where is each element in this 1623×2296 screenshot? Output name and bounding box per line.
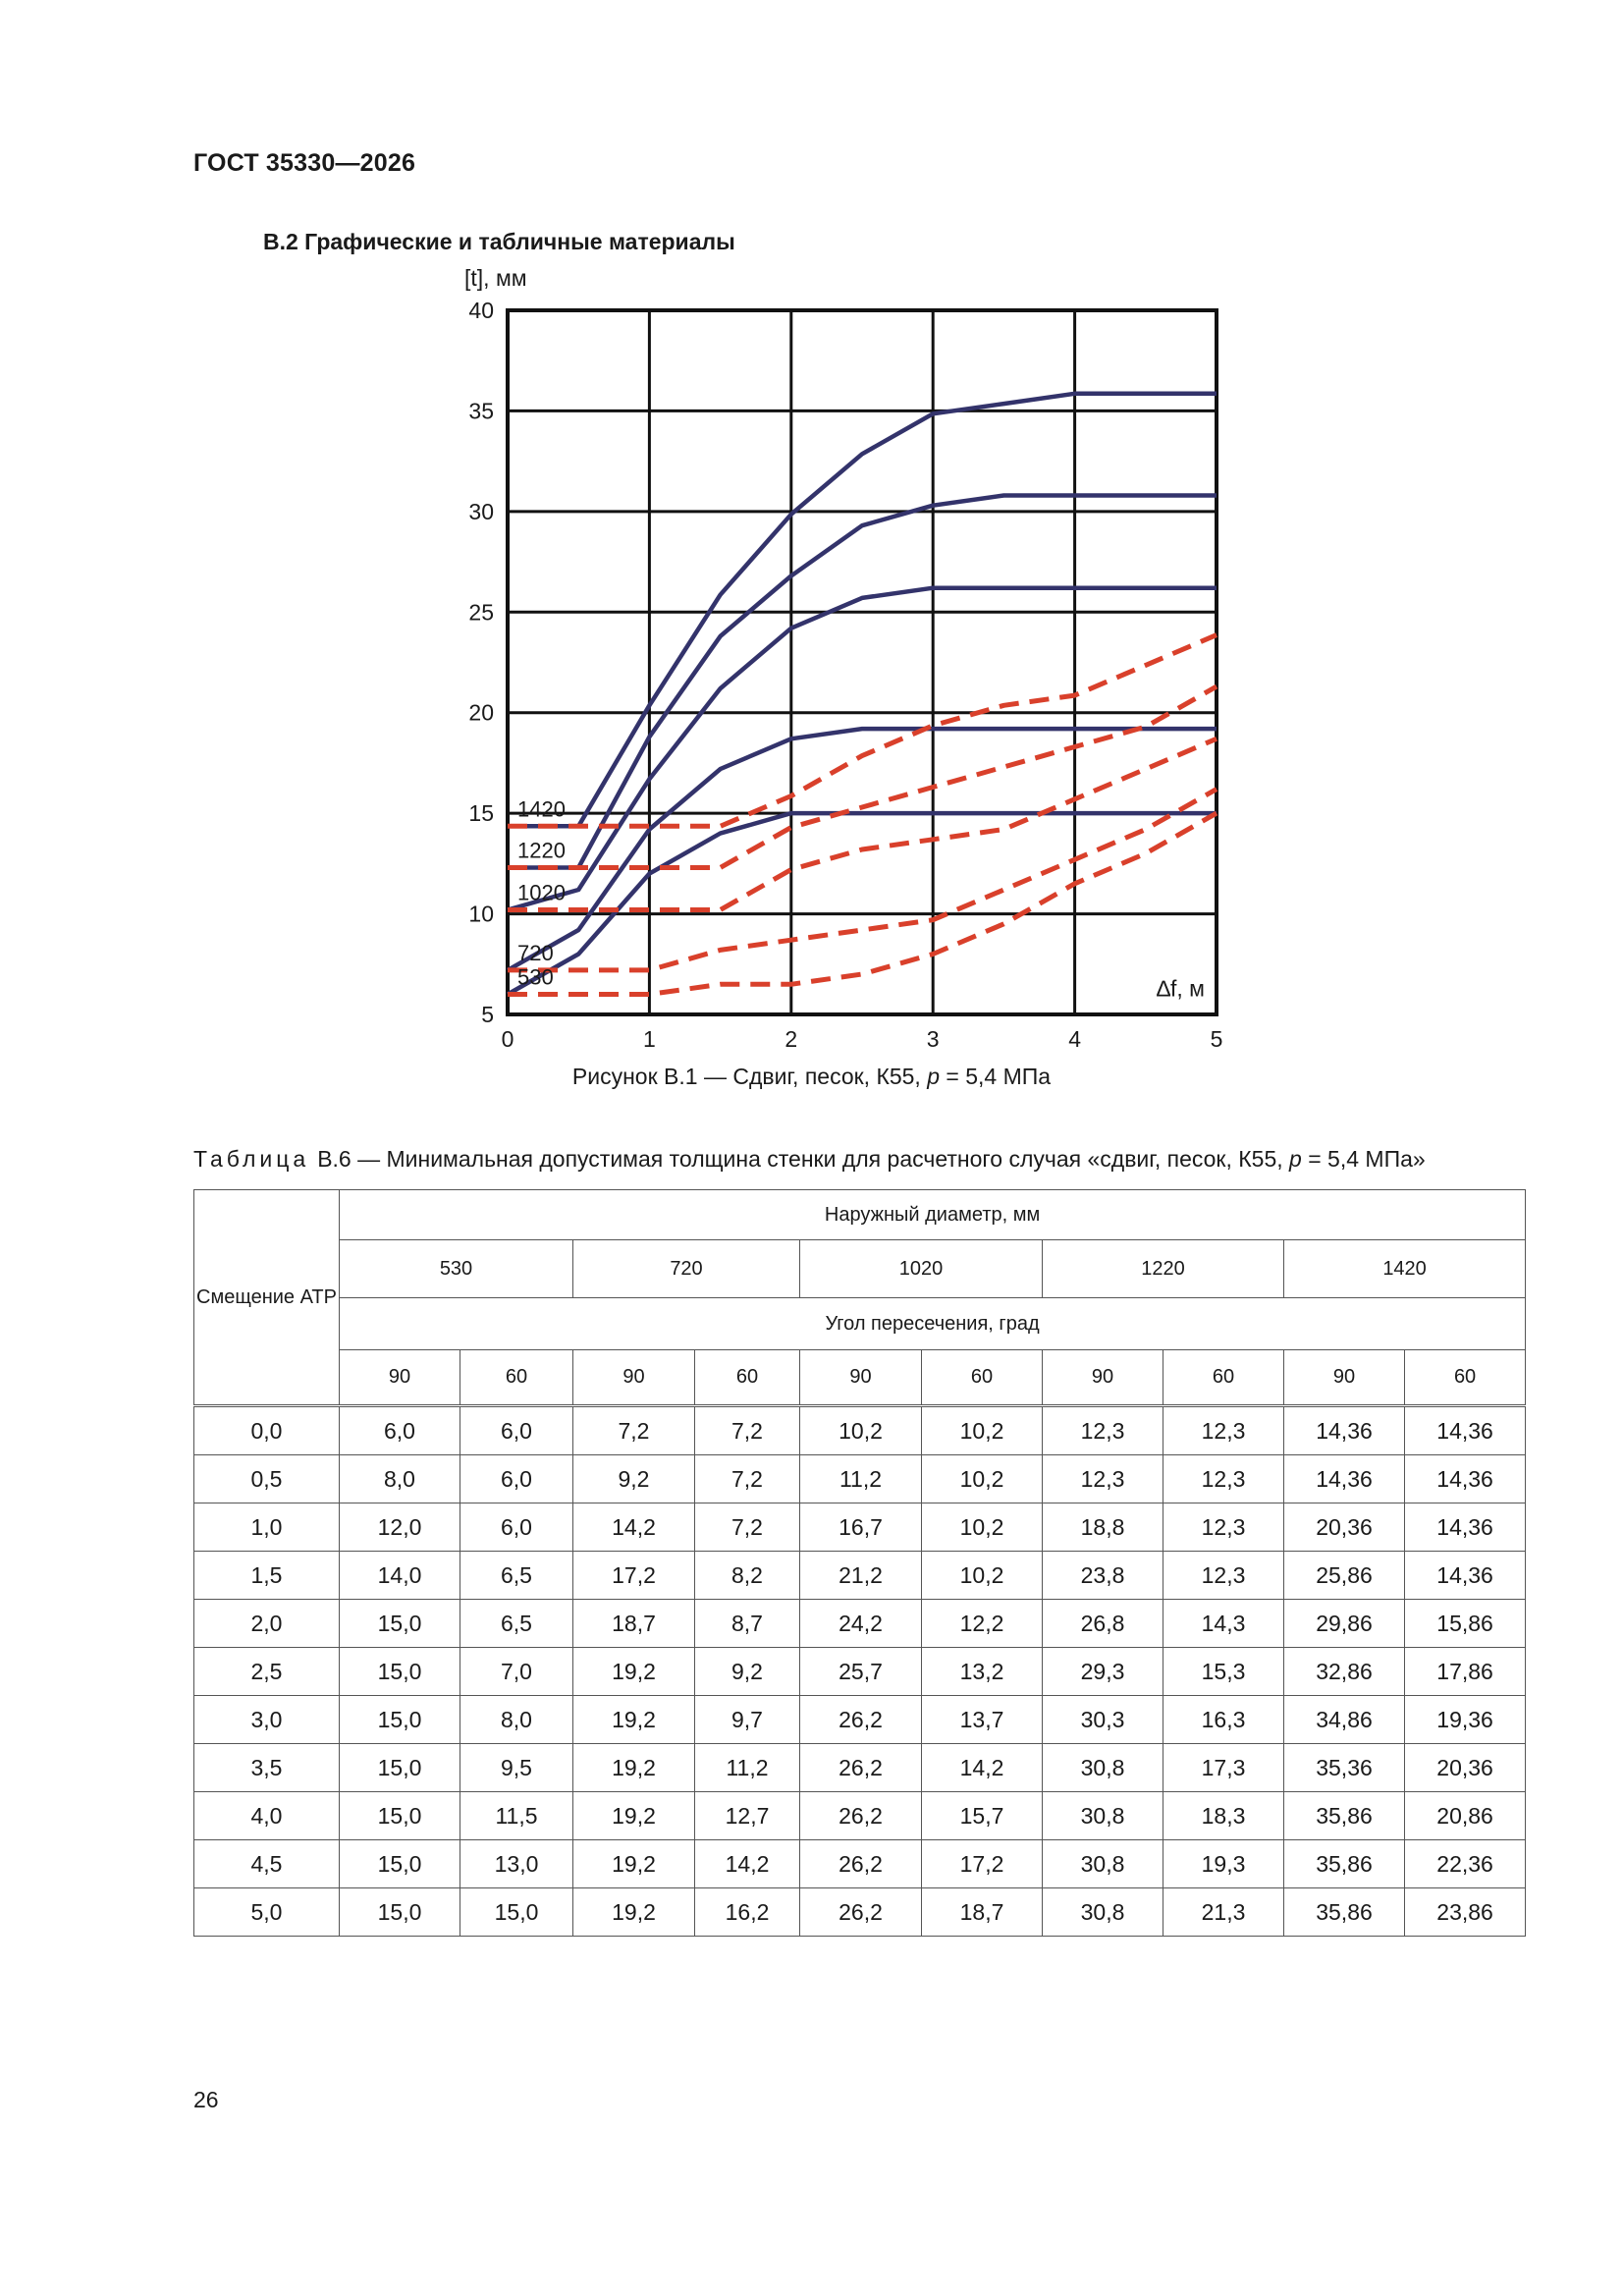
curve-label-1420: 1420 — [517, 796, 566, 822]
table-cell: 23,8 — [1043, 1552, 1163, 1600]
table-cell: 18,7 — [573, 1600, 695, 1648]
table-cell: 8,0 — [460, 1696, 573, 1744]
angle-header: Угол пересечения, град — [340, 1298, 1526, 1350]
table-cell: 26,2 — [800, 1792, 922, 1840]
table-row — [194, 1696, 1526, 1744]
table-cell: 20,86 — [1405, 1792, 1526, 1840]
y-tick-label: 20 — [468, 699, 494, 726]
table-cell: 26,2 — [800, 1744, 922, 1792]
y-tick-label: 15 — [468, 800, 494, 827]
table-cell: 18,8 — [1043, 1503, 1163, 1552]
series-line-1420-90 — [508, 394, 1217, 827]
table-cell: 14,2 — [695, 1840, 800, 1888]
table-cell: 30,8 — [1043, 1888, 1163, 1937]
table-row — [194, 1600, 1526, 1648]
table-cell: 20,36 — [1284, 1503, 1405, 1552]
table-cell: 30,8 — [1043, 1792, 1163, 1840]
table-row — [194, 1503, 1526, 1552]
table-row — [194, 1648, 1526, 1696]
table-cell: 15,0 — [340, 1696, 460, 1744]
figure-caption: Рисунок В.1 — Сдвиг, песок, К55, p = 5,4 МПа — [571, 1064, 1052, 1089]
table-cell: 12,2 — [922, 1600, 1043, 1648]
table-cell: 14,36 — [1405, 1455, 1526, 1503]
row-offset-cell: 0,0 — [194, 1406, 340, 1455]
row-offset-cell: 1,0 — [194, 1503, 340, 1552]
table-cell: 12,3 — [1043, 1406, 1163, 1455]
section-title: В.2 Графические и табличные материалы — [263, 229, 735, 254]
table-cell: 15,0 — [340, 1648, 460, 1696]
table-cell: 14,36 — [1284, 1455, 1405, 1503]
table-cell: 12,3 — [1163, 1503, 1284, 1552]
row-header-offset: Смещение АТР — [194, 1190, 340, 1406]
table-cell: 16,7 — [800, 1503, 922, 1552]
angle-column-header: 90 — [573, 1350, 695, 1406]
table-cell: 25,7 — [800, 1648, 922, 1696]
table-cell: 15,0 — [340, 1600, 460, 1648]
table-cell: 18,3 — [1163, 1792, 1284, 1840]
x-tick-label: 4 — [1068, 1026, 1081, 1052]
table-cell: 12,0 — [340, 1503, 460, 1552]
angle-column-header: 60 — [1405, 1350, 1526, 1406]
table-cell: 12,3 — [1163, 1552, 1284, 1600]
table-cell: 13,0 — [460, 1840, 573, 1888]
table-cell: 20,36 — [1405, 1744, 1526, 1792]
table-cell: 14,36 — [1405, 1552, 1526, 1600]
table-cell: 11,2 — [800, 1455, 922, 1503]
table-cell: 19,2 — [573, 1744, 695, 1792]
table-cell: 29,3 — [1043, 1648, 1163, 1696]
table-cell: 14,36 — [1405, 1503, 1526, 1552]
x-tick-label: 5 — [1210, 1026, 1223, 1052]
row-offset-cell: 2,5 — [194, 1648, 340, 1696]
y-tick-label: 30 — [468, 498, 494, 524]
x-tick-label: 3 — [926, 1026, 940, 1052]
x-axis-label: ∆f, м — [1156, 975, 1205, 1002]
table-cell: 7,2 — [573, 1406, 695, 1455]
table-row — [194, 1840, 1526, 1888]
y-tick-label: 40 — [468, 298, 494, 323]
diameter-column-header: 720 — [573, 1240, 800, 1298]
curve-label-720: 720 — [517, 940, 554, 965]
table-cell: 12,3 — [1043, 1455, 1163, 1503]
y-axis-label: [t], мм — [464, 265, 527, 291]
table-cell: 6,0 — [460, 1503, 573, 1552]
table-cell: 12,3 — [1163, 1455, 1284, 1503]
series-line-530-60 — [508, 813, 1217, 994]
table-cell: 30,8 — [1043, 1840, 1163, 1888]
angle-column-header: 90 — [1043, 1350, 1163, 1406]
table-row — [194, 1888, 1526, 1937]
diameter-header: Наружный диаметр, мм — [340, 1190, 1526, 1240]
table-cell: 15,0 — [340, 1888, 460, 1937]
table-cell: 19,2 — [573, 1696, 695, 1744]
table-cell: 8,7 — [695, 1600, 800, 1648]
table-cell: 12,3 — [1163, 1406, 1284, 1455]
y-tick-label: 25 — [468, 599, 494, 626]
row-offset-cell: 4,5 — [194, 1840, 340, 1888]
x-tick-label: 0 — [501, 1026, 514, 1052]
table-cell: 29,86 — [1284, 1600, 1405, 1648]
shift-thickness-chart — [432, 253, 1276, 1059]
page-number: 26 — [193, 2087, 219, 2112]
table-cell: 7,2 — [695, 1406, 800, 1455]
table-cell: 14,36 — [1284, 1406, 1405, 1455]
table-cell: 17,2 — [922, 1840, 1043, 1888]
angle-column-header: 90 — [340, 1350, 460, 1406]
table-cell: 7,2 — [695, 1503, 800, 1552]
table-cell: 10,2 — [800, 1406, 922, 1455]
table-cell: 35,86 — [1284, 1792, 1405, 1840]
table-row — [194, 1744, 1526, 1792]
table-cell: 15,86 — [1405, 1600, 1526, 1648]
table-cell: 30,8 — [1043, 1744, 1163, 1792]
table-cell: 11,5 — [460, 1792, 573, 1840]
table-cell: 9,2 — [695, 1648, 800, 1696]
table-cell: 26,2 — [800, 1696, 922, 1744]
table-cell: 21,2 — [800, 1552, 922, 1600]
angle-column-header: 90 — [800, 1350, 922, 1406]
table-cell: 15,0 — [460, 1888, 573, 1937]
table-cell: 14,2 — [573, 1503, 695, 1552]
table-cell: 9,2 — [573, 1455, 695, 1503]
angle-column-header: 90 — [1284, 1350, 1405, 1406]
table-caption-label: Таблица — [193, 1146, 310, 1172]
table-cell: 19,2 — [573, 1792, 695, 1840]
table-row — [194, 1552, 1526, 1600]
row-offset-cell: 3,5 — [194, 1744, 340, 1792]
thickness-table — [193, 1189, 1526, 1937]
table-cell: 7,2 — [695, 1455, 800, 1503]
table-row — [194, 1406, 1526, 1455]
diameter-column-header: 530 — [340, 1240, 573, 1298]
table-cell: 14,0 — [340, 1552, 460, 1600]
table-cell: 6,0 — [460, 1455, 573, 1503]
table-cell: 14,2 — [922, 1744, 1043, 1792]
table-cell: 19,2 — [573, 1840, 695, 1888]
table-cell: 11,2 — [695, 1744, 800, 1792]
table-cell: 19,2 — [573, 1648, 695, 1696]
table-cell: 30,3 — [1043, 1696, 1163, 1744]
table-cell: 35,86 — [1284, 1888, 1405, 1937]
curve-label-1020: 1020 — [517, 880, 566, 905]
y-tick-label: 35 — [468, 398, 494, 424]
table-cell: 8,0 — [340, 1455, 460, 1503]
table-cell: 24,2 — [800, 1600, 922, 1648]
table-cell: 14,3 — [1163, 1600, 1284, 1648]
table-cell: 12,7 — [695, 1792, 800, 1840]
table-cell: 16,2 — [695, 1888, 800, 1937]
angle-column-header: 60 — [695, 1350, 800, 1406]
table-cell: 6,0 — [340, 1406, 460, 1455]
table-cell: 35,36 — [1284, 1744, 1405, 1792]
table-cell: 34,86 — [1284, 1696, 1405, 1744]
x-tick-label: 2 — [784, 1026, 798, 1052]
row-offset-cell: 2,0 — [194, 1600, 340, 1648]
curve-label-530: 530 — [517, 964, 554, 990]
table-row — [194, 1792, 1526, 1840]
table-cell: 19,2 — [573, 1888, 695, 1937]
table-cell: 9,7 — [695, 1696, 800, 1744]
row-offset-cell: 0,5 — [194, 1455, 340, 1503]
table-cell: 9,5 — [460, 1744, 573, 1792]
series-line-530-90 — [508, 813, 1217, 994]
angle-column-header: 60 — [922, 1350, 1043, 1406]
table-cell: 25,86 — [1284, 1552, 1405, 1600]
table-cell: 26,8 — [1043, 1600, 1163, 1648]
table-cell: 19,3 — [1163, 1840, 1284, 1888]
table-cell: 10,2 — [922, 1552, 1043, 1600]
table-cell: 35,86 — [1284, 1840, 1405, 1888]
table-cell: 17,2 — [573, 1552, 695, 1600]
row-offset-cell: 3,0 — [194, 1696, 340, 1744]
table-cell: 7,0 — [460, 1648, 573, 1696]
table-caption: Таблица В.6 — Минимальная допустимая толщина стенки для расчетного случая «сдвиг, песок, К55, p = 5,4 МПа» — [193, 1146, 1426, 1172]
x-tick-label: 1 — [643, 1026, 656, 1052]
table-cell: 10,2 — [922, 1406, 1043, 1455]
table-cell: 10,2 — [922, 1503, 1043, 1552]
diameter-column-header: 1420 — [1284, 1240, 1526, 1298]
table-cell: 10,2 — [922, 1455, 1043, 1503]
table-cell: 15,0 — [340, 1792, 460, 1840]
table-cell: 15,7 — [922, 1792, 1043, 1840]
table-cell: 18,7 — [922, 1888, 1043, 1937]
angle-column-header: 60 — [460, 1350, 573, 1406]
series-line-1020-90 — [508, 588, 1217, 910]
table-cell: 15,3 — [1163, 1648, 1284, 1696]
table-cell: 13,7 — [922, 1696, 1043, 1744]
table-cell: 14,36 — [1405, 1406, 1526, 1455]
curve-label-1220: 1220 — [517, 838, 566, 863]
row-offset-cell: 4,0 — [194, 1792, 340, 1840]
table-cell: 19,36 — [1405, 1696, 1526, 1744]
table-cell: 13,2 — [922, 1648, 1043, 1696]
row-offset-cell: 1,5 — [194, 1552, 340, 1600]
table-cell: 15,0 — [340, 1744, 460, 1792]
table-cell: 23,86 — [1405, 1888, 1526, 1937]
y-tick-label: 5 — [481, 1002, 494, 1027]
table-cell: 21,3 — [1163, 1888, 1284, 1937]
table-cell: 6,0 — [460, 1406, 573, 1455]
table-cell: 6,5 — [460, 1552, 573, 1600]
table-cell: 6,5 — [460, 1600, 573, 1648]
row-offset-cell: 5,0 — [194, 1888, 340, 1937]
table-cell: 22,36 — [1405, 1840, 1526, 1888]
table-cell: 26,2 — [800, 1840, 922, 1888]
document-header: ГОСТ 35330—2026 — [193, 149, 416, 177]
table-cell: 8,2 — [695, 1552, 800, 1600]
angle-column-header: 60 — [1163, 1350, 1284, 1406]
table-row — [194, 1455, 1526, 1503]
table-cell: 15,0 — [340, 1840, 460, 1888]
table-cell: 32,86 — [1284, 1648, 1405, 1696]
table-cell: 16,3 — [1163, 1696, 1284, 1744]
diameter-column-header: 1020 — [800, 1240, 1043, 1298]
y-tick-label: 10 — [468, 901, 494, 927]
table-cell: 26,2 — [800, 1888, 922, 1937]
diameter-column-header: 1220 — [1043, 1240, 1284, 1298]
table-cell: 17,86 — [1405, 1648, 1526, 1696]
table-cell: 17,3 — [1163, 1744, 1284, 1792]
